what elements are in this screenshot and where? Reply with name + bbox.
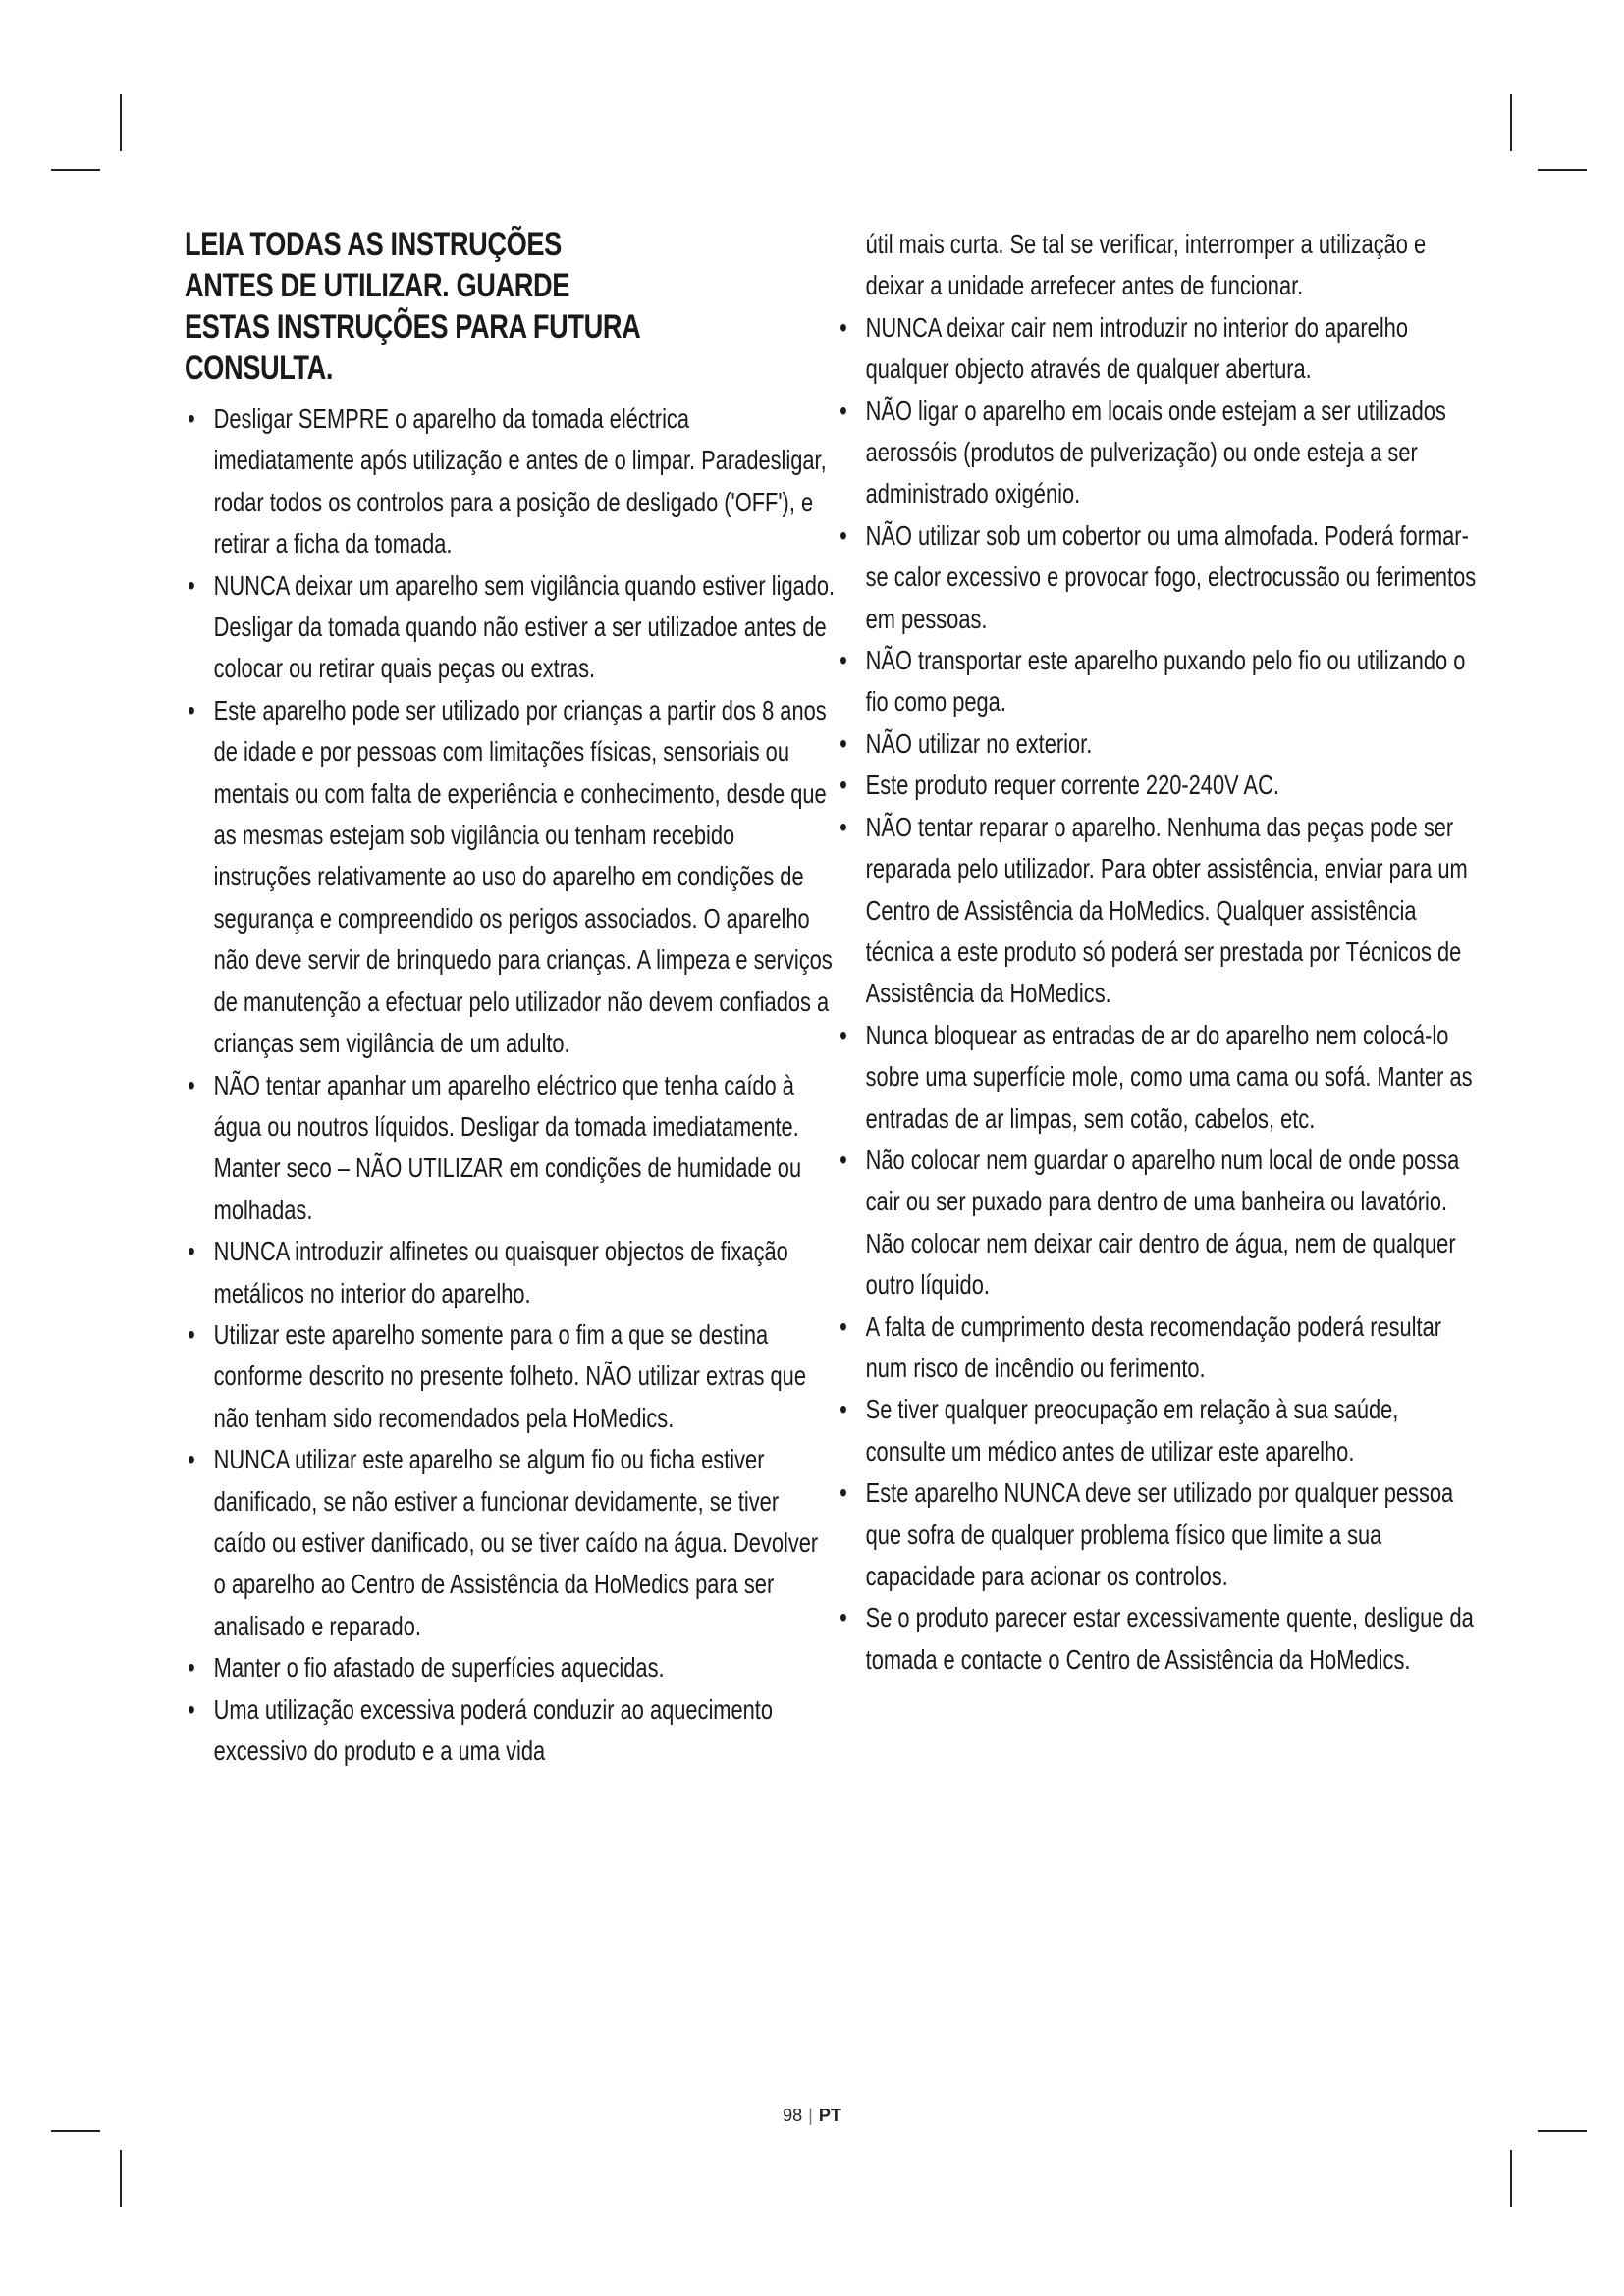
bullet: • <box>188 1318 195 1350</box>
safety-item-text: NUNCA utilizar este aparelho se algum fio ou ficha estiver danificado, se não estiver a funcionar devidamente, se tiver caído ou estiver danificado, ou se tiver caído na água. Devolver o aparelho ao Centro de Assistência da HoMedics para ser analisado e reparado. <box>213 1444 819 1641</box>
bullet: • <box>188 694 195 725</box>
safety-item-text: NUNCA introduzir alfinetes ou quaisquer objectos de fixação metálicos no interior do aparelho. <box>213 1236 788 1308</box>
continued-item <box>837 224 1477 307</box>
safety-item <box>185 1689 835 1773</box>
bullet: • <box>839 770 847 801</box>
bullet: • <box>839 645 847 676</box>
left-safety-list <box>185 399 836 1772</box>
safety-item-text: NÃO utilizar sob um cobertor ou uma almofada. Poderá formar-se calor excessivo e provocar fogo, electrocussão ou ferimentos em pessoas. <box>865 519 1477 634</box>
crop-mark-bottom-left-h <box>51 2130 100 2132</box>
bullet: • <box>839 311 847 343</box>
safety-item-text: NÃO tentar apanhar um aparelho eléctrico que tenha caído à água ou noutros líquidos. Desligar da tomada imediatamente. Manter seco – NÃO UTILIZAR em condições de humidade ou molhadas. <box>213 1069 802 1225</box>
safety-item <box>837 1140 1477 1307</box>
safety-item <box>185 565 835 690</box>
safety-item-text: NÃO tentar reparar o aparelho. Nenhuma das peças pode ser reparada pelo utilizador. Para obter assistência, enviar para um Centro de Assistência da HoMedics. Qualquer assistência técnica a este produto só poderá ser prestada por Técnicos de Assistência da HoMedics. <box>865 811 1468 1009</box>
safety-item <box>837 723 1477 765</box>
bullet: • <box>188 569 195 601</box>
bullet: • <box>188 403 195 434</box>
safety-item <box>837 391 1477 515</box>
safety-item-text: Manter o fio afastado de superfícies aquecidas. <box>213 1652 665 1683</box>
safety-item <box>837 807 1477 1015</box>
right-continuation-list <box>837 224 1455 307</box>
safety-item-text: NUNCA deixar cair nem introduzir no interior do aparelho qualquer objecto através de qualquer abertura. <box>865 311 1408 385</box>
safety-item-text: A falta de cumprimento desta recomendação poderá resultar num risco de incêndio ou ferimento. <box>865 1310 1442 1383</box>
safety-item <box>185 1439 835 1647</box>
bullet: • <box>188 1069 195 1100</box>
safety-item <box>837 307 1477 391</box>
crop-mark-top-right-v <box>1510 94 1512 151</box>
safety-item-text: Este produto requer corrente 220-240V AC. <box>865 770 1279 801</box>
bullet: • <box>188 1693 195 1725</box>
bullet: • <box>839 1019 847 1050</box>
safety-item <box>837 1472 1477 1597</box>
safety-item-text: Não colocar nem guardar o aparelho num local de onde possa cair ou ser puxado para dentro de uma banheira ou lavatório. Não colocar nem deixar cair dentro de água, nem de qualquer outro líquido. <box>865 1144 1460 1301</box>
right-column <box>837 224 1477 1681</box>
page-heading: LEIA TODAS AS INSTRUÇÕES ANTES DE UTILIZAR. GUARDE ESTAS INSTRUÇÕES PARA FUTURA CONSULTA. <box>185 226 640 387</box>
crop-mark-top-right-h <box>1538 169 1587 171</box>
safety-item <box>837 515 1477 640</box>
safety-item <box>837 1389 1477 1472</box>
crop-mark-top-left-v <box>120 94 122 151</box>
safety-item-text: Este aparelho pode ser utilizado por crianças a partir dos 8 anos de idade e por pessoas com limitações físicas, sensoriais ou mentais ou com falta de experiência e conhecimento, desde que as mesmas estejam sob vigilância ou tenham recebido instruções relativamente ao uso do aparelho em condições de segurança e compreendido os perigos associados. O aparelho não deve servir de brinquedo para crianças. A limpeza e serviços de manutenção a efectuar pelo utilizador não devem confiados a crianças sem vigilância de um adulto. <box>213 694 833 1059</box>
safety-item <box>185 1314 835 1439</box>
safety-item-text: NÃO utilizar no exterior. <box>865 727 1093 759</box>
bullet: • <box>188 1652 195 1683</box>
crop-mark-top-left-h <box>51 169 100 171</box>
bullet: • <box>839 811 847 842</box>
page-footer <box>0 2106 1624 2126</box>
bullet: • <box>839 1602 847 1633</box>
safety-item-text: Utilizar este aparelho somente para o fim a que se destina conforme descrito no presente folheto. NÃO utilizar extras que não tenham sido recomendados pela HoMedics. <box>213 1318 806 1433</box>
bullet: • <box>188 1444 195 1475</box>
bullet: • <box>839 519 847 551</box>
bullet: • <box>839 727 847 759</box>
page-number: 98 <box>783 2106 803 2125</box>
bullet: • <box>188 1236 195 1267</box>
left-column <box>185 224 836 1772</box>
bullet: • <box>839 1477 847 1509</box>
bullet: • <box>839 1144 847 1175</box>
safety-item-text: Nunca bloquear as entradas de ar do aparelho nem colocá-lo sobre uma superfície mole, como uma cama ou sofá. Manter as entradas de ar limpas, sem cotão, cabelos, etc. <box>865 1019 1473 1134</box>
crop-mark-bottom-left-v <box>120 2150 122 2207</box>
footer-separator: | <box>808 2106 813 2125</box>
safety-item <box>185 1231 835 1314</box>
safety-item-text: Desligar SEMPRE o aparelho da tomada eléctrica imediatamente após utilização e antes de o limpar. Paradesligar, rodar todos os controlos para a posição de desligado ('OFF'), e retirar a ficha da tomada. <box>213 403 827 560</box>
safety-item <box>837 1015 1477 1140</box>
right-safety-list <box>837 307 1477 1681</box>
bullet: • <box>839 1394 847 1425</box>
safety-item <box>185 690 835 1065</box>
safety-item <box>837 1307 1477 1390</box>
safety-item-text: NÃO ligar o aparelho em locais onde estejam a ser utilizados aerossóis (produtos de pulverização) ou onde esteja a ser administrado oxigénio. <box>865 395 1446 509</box>
safety-item <box>185 399 835 565</box>
safety-item <box>185 1647 835 1688</box>
bullet: • <box>839 1310 847 1342</box>
crop-mark-bottom-right-h <box>1538 2130 1587 2132</box>
safety-item <box>837 1597 1477 1681</box>
safety-item-text: NÃO transportar este aparelho puxando pelo fio ou utilizando o fio como pega. <box>865 645 1466 718</box>
language-code: PT <box>818 2106 841 2125</box>
safety-item-text: NUNCA deixar um aparelho sem vigilância quando estiver ligado. Desligar da tomada quando não estiver a ser utilizadoe antes de colocar ou retirar quais peças ou extras. <box>213 569 836 684</box>
safety-item <box>837 640 1477 723</box>
crop-mark-bottom-right-v <box>1510 2150 1512 2207</box>
safety-item-text: Este aparelho NUNCA deve ser utilizado por qualquer pessoa que sofra de qualquer problema físico que limite a sua capacidade para acionar os controlos. <box>865 1477 1454 1591</box>
continued-item-text: útil mais curta. Se tal se verificar, interromper a utilização e deixar a unidade arrefecer antes de funcionar. <box>865 229 1427 301</box>
safety-item <box>837 765 1477 806</box>
bullet: • <box>839 395 847 426</box>
safety-item-text: Se tiver qualquer preocupação em relação à sua saúde, consulte um médico antes de utilizar este aparelho. <box>865 1394 1399 1467</box>
safety-item-text: Uma utilização excessiva poderá conduzir ao aquecimento excessivo do produto e a uma vida <box>213 1693 774 1766</box>
safety-item <box>185 1065 835 1232</box>
safety-item-text: Se o produto parecer estar excessivamente quente, desligue da tomada e contacte o Centro de Assistência da HoMedics. <box>865 1602 1474 1675</box>
